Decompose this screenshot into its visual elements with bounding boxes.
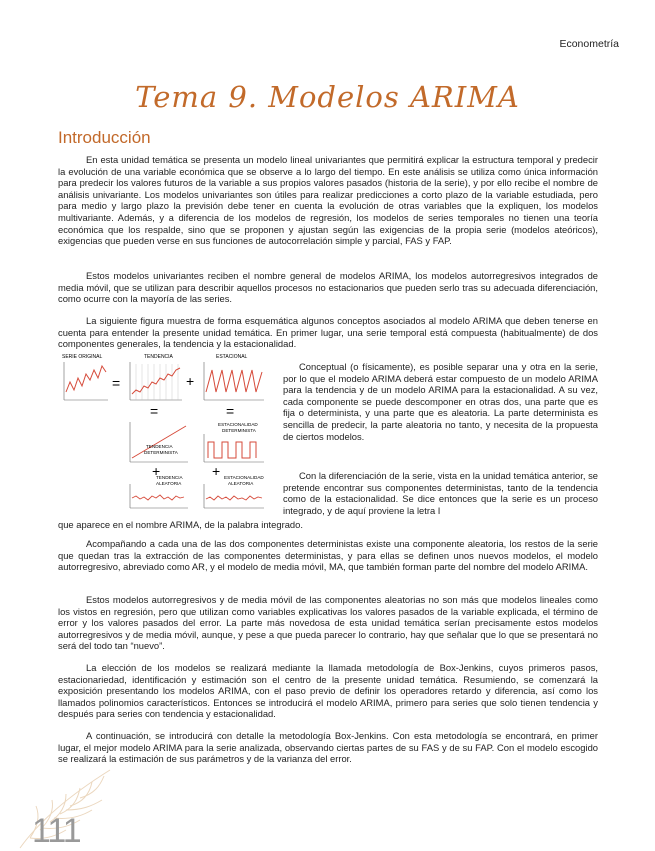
page-number: 111 <box>32 812 81 850</box>
paragraph-2: Estos modelos univariantes reciben el nombre general de modelos ARIMA, los modelos autorregresivos integrados de media móvil, que se utilizan para describir aquellos procesos no estacionarios que pueden serlo tras su adecuada diferenciación, como ocurre con la mayoría de las series. <box>58 270 598 305</box>
label-det-trend-1: TENDENCIA <box>146 444 173 449</box>
label-seasonal: ESTACIONAL <box>216 354 248 360</box>
arima-decomposition-figure <box>58 350 280 512</box>
paragraph-3: La siguiente figura muestra de forma esquemática algunos conceptos asociados al modelo ARIMA que deben tenerse en cuenta para entender la presente unidad temática. En primer lugar, una serie temporal está compuesta (habitualmente) de dos componentes generales, la tendencia y la estacionalidad. <box>58 315 598 350</box>
paragraph-1: En esta unidad temática se presenta un modelo lineal univariantes que permitirá explicar la estructura temporal y predecir la evolución de una variable económica que se observe a lo largo del tiempo. En este análisis se utiliza como única información para predecir los valores futuros de la variable a sus propios valores pasados (historia de la serie), y por ello recibe el nombre de análisis univariante. Los modelos univariantes son útiles para realizar predicciones a corto plazo de la variable estudiada, pero para medio y largo plazo la previsión debe tener en cuenta la evolución de otras variables que la expliquen, los modelos multivariante. Además, y a diferencia de los modelos de regresión, los modelos de series temporales no tienen una teoría económica que los respalde, sino que se proponen y ajustan según las exigencias de la propia serie (modelos ateóricos), exigencias que pueden verse en sus funciones de autocorrelación simple y parcial, FAS y FAP. <box>58 154 598 247</box>
paragraph-7: Estos modelos autorregresivos y de media móvil de las componentes aleatorias no son más que modelos lineales como los vistos en regresión, pero que utilizan como variables explicativas los valores pasados de la variable explicada, el término de error y los valores pasados del error. La parte más novedosa de esta unidad temática serían precisamente estos modelos autorregresivos y de media móvil, aunque, y pese a que pueda parecer lo contrario, hay que señalar que lo que se presentará no será del todo tan “nuevo”. <box>58 594 598 652</box>
paragraph-9: A continuación, se introducirá con detalle la metodología Box-Jenkins. Con esta metodología se encontrará, en primer lugar, el mejor modelo ARIMA para la serie analizada, observando ciertas partes de su FAS y de su FAP. Con el modelo escogido se realizará la estimación de sus parámetros y de la varianza del error. <box>58 730 598 765</box>
original-series-chart <box>64 362 108 400</box>
equals-sign-trend: = <box>150 403 159 419</box>
label-det-season-1: ESTACIONALIDAD <box>218 422 258 427</box>
random-trend-chart <box>130 475 188 508</box>
section-heading: Introducción <box>58 128 151 147</box>
paragraph-8: La elección de los modelos se realizará mediante la llamada metodología de Box-Jenkins, cuyos primeros pasos, estacionariedad, identificación y estimación son el centro de la presente unidad temática. Resumiendo, se comenzará la exposición presentando los modelos ARIMA, con el paso previo de definir los operadores retardo y diferencia, así como los llamados polinomios característicos. Entonces se introducirá el modelo ARIMA, primero para series que solo tienen tendencia y después para series con tendencia y estacionalidad. <box>58 662 598 720</box>
trend-chart <box>130 362 182 400</box>
paragraph-4: Conceptual (o físicamente), es posible separar una y otra en la serie, por lo que el modelo ARIMA deberá estar compuesto de un modelo ARIMA para la tendencia y de un modelo ARIMA para la estacionalidad. A su vez, cada componente se puede descomponer en otras dos, una parte que es fija o determinista, y una parte que es aleatoria. La parte determinista es sencilla de predecir, la parte aleatoria no tanto, y necesita de la propuesta de ciertos modelos. <box>283 361 598 442</box>
label-original-series: SERIE ORIGINAL <box>62 354 103 360</box>
plus-sign-seasonal: + <box>212 463 221 479</box>
plus-sign-trend: + <box>152 463 161 479</box>
running-header: Econometría <box>559 38 619 50</box>
label-rand-season-1: ESTACIONALIDAD <box>224 475 264 480</box>
equals-sign-seasonal: = <box>226 403 235 419</box>
seasonal-chart <box>204 362 264 400</box>
paragraph-5-continuation: que aparece en el nombre ARIMA, de la palabra integrado. <box>58 519 303 530</box>
label-trend: TENDENCIA <box>144 354 173 360</box>
random-seasonal-chart <box>204 475 264 508</box>
page-title: Tema 9. Modelos ARIMA <box>135 80 520 114</box>
paragraph-5: Con la diferenciación de la serie, vista en la unidad temática anterior, se pretende encontrar sus componentes deterministas, tanto de la tendencia como de la estacionalidad. Se dice entonces que la serie es un proceso integrado, y de aquí proviene la letra I <box>283 470 598 516</box>
deterministic-trend-chart <box>130 422 188 462</box>
deterministic-seasonal-chart <box>204 422 264 462</box>
plus-sign: + <box>186 373 195 389</box>
paragraph-6: Acompañando a cada una de las dos componentes deterministas existe una componente aleatoria, los restos de la serie que quedan tras la extracción de las componentes deterministas, y para ellas se definen unos nuevos modelos, el modelo autorregresivo, abreviado como AR, y el modelo de media móvil, MA, que también forman parte del nombre del modelo ARIMA. <box>58 538 598 573</box>
label-rand-trend-2: ALEATORIA <box>156 481 182 486</box>
equals-sign: = <box>112 375 121 391</box>
label-rand-season-2: ALEATORIA <box>228 481 254 486</box>
label-det-season-2: DETERMINISTA <box>222 428 256 433</box>
label-det-trend-2: DETERMINISTA <box>144 450 178 455</box>
label-rand-trend-1: TENDENCIA <box>156 475 183 480</box>
